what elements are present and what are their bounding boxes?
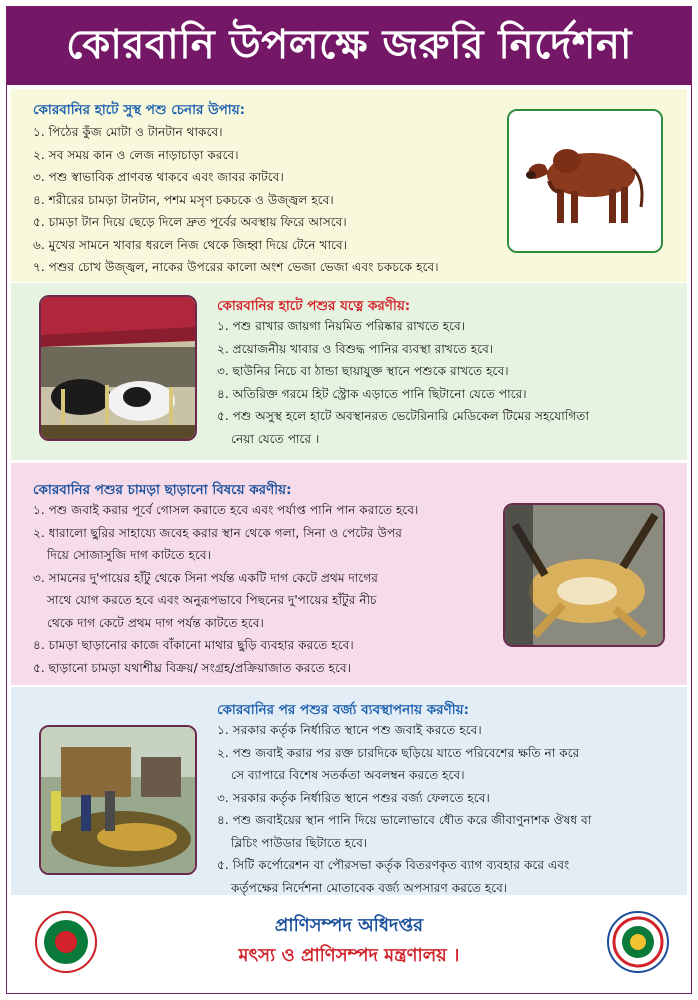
list-item: ৩. পশু স্বাভাবিক প্রাণবন্ত থাকবে এবং জাবর কাটবে। [33, 170, 284, 184]
list-item: কর্তৃপক্ষের নির্দেশনা মোতাবেক বর্জ্য অপসারণ করতে হবে। [231, 880, 508, 895]
waste-collection-photo [39, 725, 197, 875]
list-item: ৩. সরকার কর্তৃক নির্ধারিত স্থানে পশুর বর্জ্য ফেলতে হবে। [217, 790, 490, 805]
skinning-list [33, 499, 418, 679]
list-item: নেয়া যেতে পারে । [231, 431, 320, 446]
section-title: কোরবানির হাটে সুস্থ পশু চেনার উপায়: [33, 102, 246, 118]
section-title: কোরবানির পশুর চামড়া ছাড়ানো বিষয়ে করণীয়: [33, 482, 292, 498]
list-item: ৫. সিটি কর্পোরেশন বা পৌরসভা কর্তৃক বিতরণকৃত ব্যাগ ব্যবহার করে এবং [217, 858, 570, 872]
section-healthy-animal [11, 89, 687, 282]
list-item: ৪. শরীরের চামড়া টানটান, পশম মসৃণ চকচকে ও উজ্জ্বল হবে। [33, 192, 334, 207]
section-title: কোরবানির হাটে পশুর যত্নে করণীয়: [217, 298, 411, 314]
list-item: দিয়ে সোজাসুজি দাগ কাটতে হবে। [47, 548, 211, 562]
poster-header [7, 7, 691, 85]
list-item: ১. সরকার কর্তৃক নির্ধারিত স্থানে পশু জবাই করতে হবে। [217, 723, 482, 737]
list-item: ৪. পশু জবাইয়ের স্থান পানি দিয়ে ভালোভাবে ধৌত করে জীবাণুনাশক ঔষধ বা [217, 813, 592, 827]
list-item: ৩. সামনের দু'পায়ের হাঁটু থেকে সিনা পর্যন্ত একটি দাগ কেটে প্রথম দাগের [33, 570, 378, 585]
waste-management-list [217, 719, 591, 899]
cow-photo [507, 109, 663, 253]
skinning-photo [503, 503, 665, 647]
list-item: ২. সব সময় কান ও লেজ নাড়াচাড়া করবে। [33, 147, 239, 162]
list-item: থেকে দাগ কেটে প্রথম দাগ পর্যন্ত কাটতে হবে। [47, 615, 264, 630]
list-item: ১. পিঠের কুঁজ মোটা ও টানটান থাকবে। [33, 125, 223, 139]
list-item: ২. ধারালো ছুরির সাহায্যে জবেহ করার স্থান থেকে গলা, সিনা ও পেটের উপর [33, 525, 402, 540]
list-item: সাথে যোগ করতে হবে এবং অনুরূপভাবে পিছনের দু'পায়ের হাঁটুর নীচ [47, 593, 377, 607]
animal-care-list [217, 315, 589, 450]
notice-poster [6, 6, 692, 994]
list-item: ৫. পশু অসুস্থ হলে হাটে অবস্থানরত ভেটেরিনারি মেডিকেল টিমের সহযোগিতা [217, 409, 589, 423]
list-item: ব্লিচিং পাউডার ছিটাতে হবে। [231, 835, 368, 850]
section-skinning [11, 463, 687, 685]
list-item: ১. পশু জবাই করার পূর্বে গোসল করাতে হবে এবং পর্যাপ্ত পানি পান করাতে হবে। [33, 503, 419, 517]
cattle-market-photo [39, 295, 197, 441]
list-item: ২. প্রয়োজনীয় খাবার ও বিশুদ্ধ পানির ব্যবস্থা রাখতে হবে। [217, 341, 494, 356]
list-item: ৬. মুখের সামনে খাবার ধরলে নিজ থেকে জিহ্বা দিয়ে টেনে খাবে। [33, 237, 348, 252]
list-item: ২. পশু জবাই করার পর রক্ত চারদিকে ছড়িয়ে যাতে পরিবেশের ক্ষতি না করে [217, 745, 580, 760]
healthy-animal-list [33, 121, 439, 279]
poster-footer [11, 897, 687, 989]
list-item: ৭. পশুর চোখ উজ্জ্বল, নাকের উপরের কালো অংশ ভেজা ভেজা এবং চকচকে হবে। [33, 260, 439, 274]
list-item: ৪. চামড়া ছাড়ানোর কাজে বাঁকানো মাথার ছুড়ি ব্যবহার করতে হবে। [33, 638, 354, 652]
list-item: ১. পশু রাখার জায়গা নিয়মিত পরিষ্কার রাখতে হবে। [217, 319, 466, 333]
department-name: প্রাণিসম্পদ অধিদপ্তর [274, 915, 424, 936]
section-waste-management [11, 687, 687, 895]
ministry-name: মৎস্য ও প্রাণিসম্পদ মন্ত্রণালয় । [238, 945, 460, 966]
list-item: ৪. অতিরিক্ত গরমে হিট স্ট্রোক এড়াতে পানি ছিটানো যেতে পারে। [217, 386, 527, 401]
list-item: ৩. ছাউনির নিচে বা ঠান্ডা ছায়াযুক্ত স্থানে পশুকে রাখতে হবে। [217, 364, 509, 378]
poster-title: কোরবানি উপলক্ষে জরুরি নির্দেশনা [66, 21, 632, 68]
section-animal-care [11, 283, 687, 460]
list-item: ৫. ছাড়ানো চামড়া যথাশীঘ্র বিক্রয়/ সংগ্রহ/প্রক্রিয়াজাত করতে হবে। [33, 660, 351, 675]
list-item: ৫. চামড়া টান দিয়ে ছেড়ে দিলে দ্রুত পূর্বের অবস্থায় ফিরে আসবে। [33, 215, 347, 229]
dls-logo-icon [607, 911, 669, 973]
list-item: সে ব্যাপারে বিশেষ সতর্কতা অবলম্বন করতে হবে। [231, 768, 465, 782]
section-title: কোরবানির পর পশুর বর্জ্য ব্যবস্থাপনায় করণীয়: [217, 702, 469, 718]
